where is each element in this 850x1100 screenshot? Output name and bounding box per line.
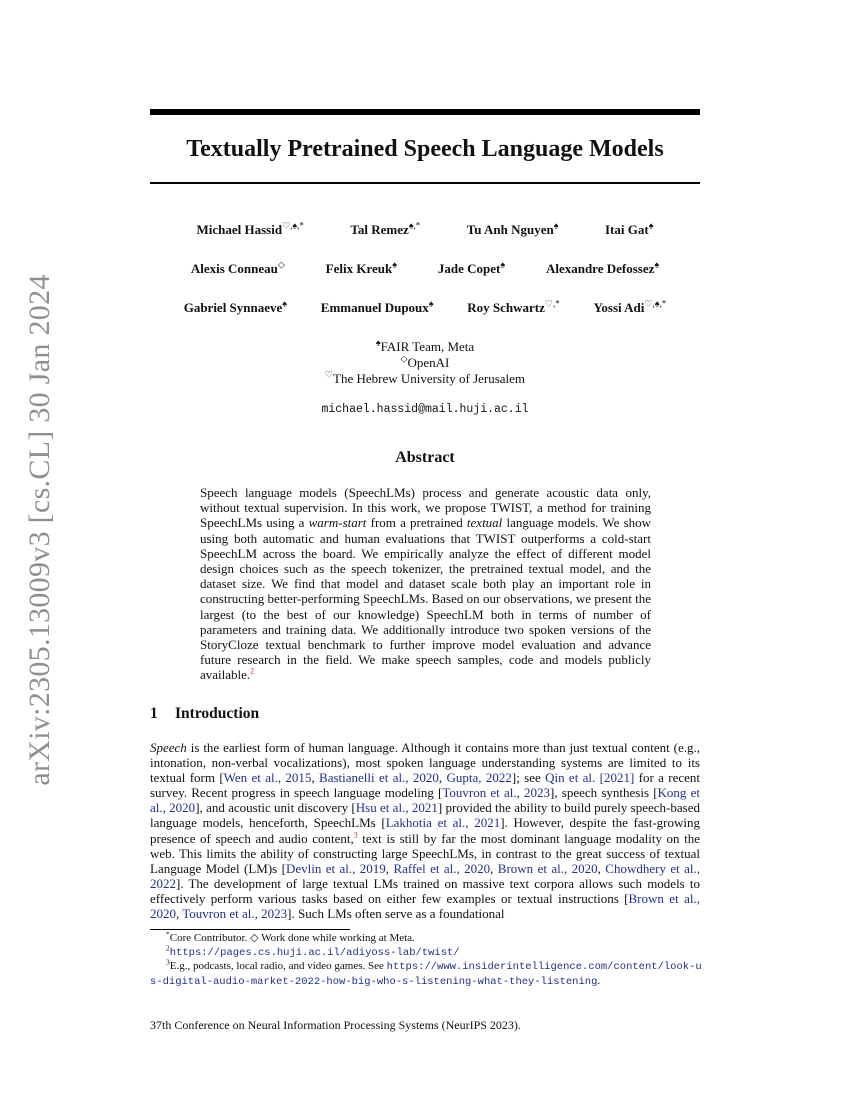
author: Yossi Adi♡,♠,* xyxy=(593,298,667,315)
citation-link[interactable]: Wen et al., 2015 xyxy=(223,770,312,786)
footnotes xyxy=(150,929,702,989)
footnote-ref-2[interactable]: 2 xyxy=(250,667,255,677)
citation-link[interactable]: Qin et al. [2021] xyxy=(545,770,635,786)
citation-link[interactable]: Hsu et al., 2021 xyxy=(355,800,438,816)
paper-title: Textually Pretrained Speech Language Models xyxy=(186,136,664,162)
abstract-body: Speech language models (SpeechLMs) process and generate acoustic data only, without textual supervision. In this work, we propose TWIST, a method for training SpeechLMs using a warm-start from a pretrained textual language models. We show using both automatic and human evaluations that TWIST outperforms a cold-start SpeechLM across the board. We empirically analyze the effect of different model design choices such as the speech tokenizer, the pretrained textual model, and the dataset size. We find that model and dataset scale both play an important role in constructing better-performing SpeechLMs. Based on our observations, we present the largest (to the best of our knowledge) SpeechLM both in terms of number of parameters and training data. We additionally introduce two spoken versions of the StoryCloze textual benchmark to further improve model evaluation and advance future research in the field. We make speech samples, code and models publicly available.$^2$ xyxy=(200,485,652,683)
author: Itai Gat♠ xyxy=(604,220,654,237)
section-heading-introduction: 1 Introduction xyxy=(150,705,260,722)
citation-link[interactable]: Raffel et al., 2020 xyxy=(393,860,491,876)
affiliation-meta: ♠FAIR Team, Meta xyxy=(375,337,475,354)
arxiv-stamp xyxy=(20,274,60,786)
author: Alexis Conneau◇ xyxy=(190,259,285,276)
footnote-3: $^3$E.g., podcasts, local radio, and video games. See https://www.insiderintelligence.com/content/look-us-digital-audio-market-2022-how-big-who-s-listening-what-they-listening. xyxy=(150,957,702,988)
author: Emmanuel Dupoux♠ xyxy=(320,298,434,315)
citation-link[interactable]: Kong et al., 2020 xyxy=(150,785,701,816)
citation-link[interactable]: Touvron et al., 2023 xyxy=(182,906,288,922)
citation-link[interactable]: Bastianelli et al., 2020 xyxy=(319,770,439,786)
author: Tu Anh Nguyen♠ xyxy=(466,220,559,237)
footnote-rule xyxy=(150,929,350,930)
author-row-1 xyxy=(150,222,700,238)
introduction-paragraph: Speech is the earliest form of human language. Although it contains more than just textual content (e.g., intonation, non-verbal vocalizations), most spoken language understanding systems are limited to its textual form [Wen et al., 2015, Bastianelli et al., 2020, Gupta, 2022]; see Qin et al. [2021] for a recent survey. Recent progress in speech language modeling [Touvron et al., 2023], speech synthesis [Kong et al., 2020], and acoustic unit discovery [Hsu et al., 2021] provided the ability to build purely speech-based language models, henceforth, SpeechLMs [Lakhotia et al., 2021]. However, despite the fast-growing presence of speech and audio content,$^3$ text is still by far the most dominant language modality on the web. This limits the ability of constructing large SpeechLMs, in contrast to the great success of textual Language Model (LM)s [Devlin et al., 2019, Raffel et al., 2020, Brown et al., 2020, Chowdhery et al., 2022]. The development of large textual LMs trained on massive text corpora allows such models to effectively perform various tasks based on either few examples or textual instructions [Brown et al., 2020, Touvron et al., 2023]. Such LMs often serve as a foundational xyxy=(150,740,701,922)
author: Roy Schwartz♡,* xyxy=(467,298,560,315)
audio-market-url-link[interactable]: https://www.insiderintelligence.com/content/look-us-digital-audio-market-2022-how-big-who-s-listening-what-they-listening xyxy=(150,961,702,988)
citation-link[interactable]: Chowdhery et al., 2022 xyxy=(150,860,701,891)
footnote-1: *Core Contributor. ◇ Work done while working at Meta. xyxy=(166,929,415,944)
author: Felix Kreuk♠ xyxy=(325,259,397,276)
author-row-3 xyxy=(150,300,700,316)
citation-link[interactable]: Lakhotia et al., 2021 xyxy=(385,815,501,831)
author-row-2 xyxy=(150,261,700,277)
citation-link[interactable]: Brown et al., 2020 xyxy=(150,890,700,922)
citation-link[interactable]: Brown et al., 2020 xyxy=(497,860,598,876)
title-rule-bottom xyxy=(150,182,700,184)
author-email[interactable]: michael.hassid@mail.huji.ac.il xyxy=(321,403,529,416)
arxiv-stamp-text: arXiv:2305.13009v3 [cs.CL] 30 Jan 2024 xyxy=(23,274,56,786)
author: Tal Remez♠,* xyxy=(350,220,421,237)
author: Jade Copet♠ xyxy=(437,259,506,276)
citation-link[interactable]: Gupta, 2022 xyxy=(446,770,512,786)
abstract-heading: Abstract xyxy=(395,449,455,466)
footnote-ref-3[interactable]: 3 xyxy=(353,830,358,840)
affiliation-openai: ◇OpenAI xyxy=(400,353,450,370)
footnote-2: $^2$https://pages.cs.huji.ac.il/adiyoss-lab/twist/ xyxy=(166,942,460,959)
citation-link[interactable]: Touvron et al., 2023 xyxy=(442,785,551,801)
project-url-link[interactable]: https://pages.cs.huji.ac.il/adiyoss-lab/twist/ xyxy=(169,946,460,959)
author: Gabriel Synnaeve♠ xyxy=(183,298,288,315)
author: Alexandre Defossez♠ xyxy=(545,259,660,276)
author: Michael Hassid♡,♠,* xyxy=(196,220,304,237)
title-rule-top xyxy=(150,109,700,115)
affiliation-huji: ♡The Hebrew University of Jerusalem xyxy=(324,369,526,386)
citation-link[interactable]: Devlin et al., 2019 xyxy=(285,860,386,876)
conference-footer: 37th Conference on Neural Information Processing Systems (NeurIPS 2023). xyxy=(150,1018,521,1032)
